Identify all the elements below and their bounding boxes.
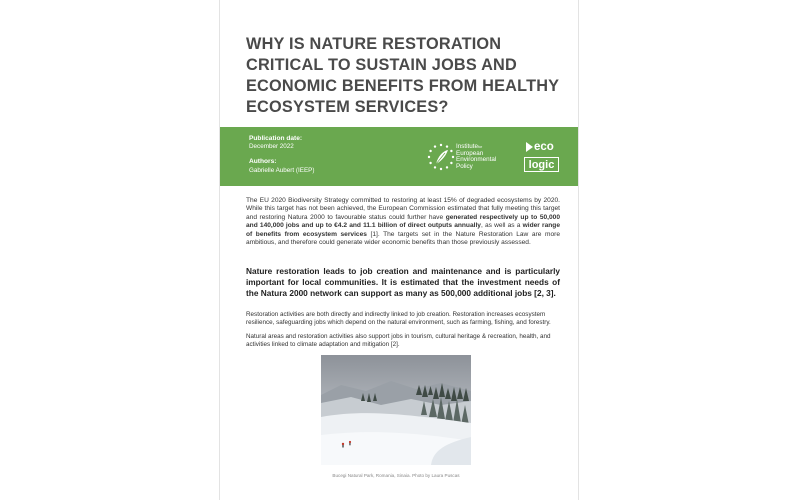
body-text: The EU 2020 Biodiversity Strategy committed to restoring at least 15% of degraded ecosystems by 2020. While this target has not been achieved, the European Commission estimated that fully meeting this target and restoring Natura 2000 to favourable status could further have: [246, 197, 560, 221]
eu-stars-icon: [426, 142, 456, 172]
body-paragraph-restoration: Restoration activities are both directly and indirectly linked to job creation. Restoration increases ecosystem resilience, safeguarding jobs which depend on the natural environment, such as farming, fishing, and forestry.: [246, 311, 551, 327]
authors-value: Gabrielle Aubert (IEEP): [249, 167, 315, 174]
body-paragraph-tourism: Natural areas and restoration activities also support jobs in tourism, cultural heritage & recreation, health, and activities linked to climate adaptation and mitigation [2].: [246, 333, 551, 349]
intro-paragraph: [246, 197, 560, 247]
photo-caption: Bucegi Natural Park, Romania, Sinaia. Photo by Laura Puscas: [332, 473, 460, 478]
triangle-icon: [526, 142, 533, 152]
emphasis-text: generated respectively up to 50,000 and 140,000 jobs and up to €4.2 and 11.1 billion of direct outputs annually: [246, 213, 560, 230]
document-page: [220, 0, 578, 500]
publication-date-label: Publication date:: [249, 135, 303, 142]
authors-label: Authors:: [249, 158, 277, 165]
metadata-band: [220, 127, 578, 186]
snowy-forest-photo: [321, 355, 471, 465]
body-text: , as well as a: [480, 222, 523, 230]
ecologic-logo: eco logic: [523, 137, 563, 177]
ieep-name: Institutefor European Environmental Policy: [456, 143, 497, 170]
publication-date-value: December 2022: [249, 143, 294, 150]
document-title: WHY IS NATURE RESTORATION CRITICAL TO SUSTAIN JOBS AND ECONOMIC BENEFITS FROM HEALTHY ECOSYSTEM SERVICES?: [246, 35, 559, 116]
ieep-logo: [426, 139, 510, 175]
key-message: Nature restoration leads to job creation and maintenance and is particularly important for local communities. It is estimated that the investment needs of the Natura 2000 network can support as many as 500,000 additional jobs [2, 3].: [246, 266, 560, 298]
emphasis-text: wider range of benefits from ecosystem services: [246, 222, 560, 238]
body-text: [1]. The targets set in the Nature Restoration Law are more ambitious, and therefore could generate wider economic benefits than those previously assessed.: [246, 230, 560, 247]
